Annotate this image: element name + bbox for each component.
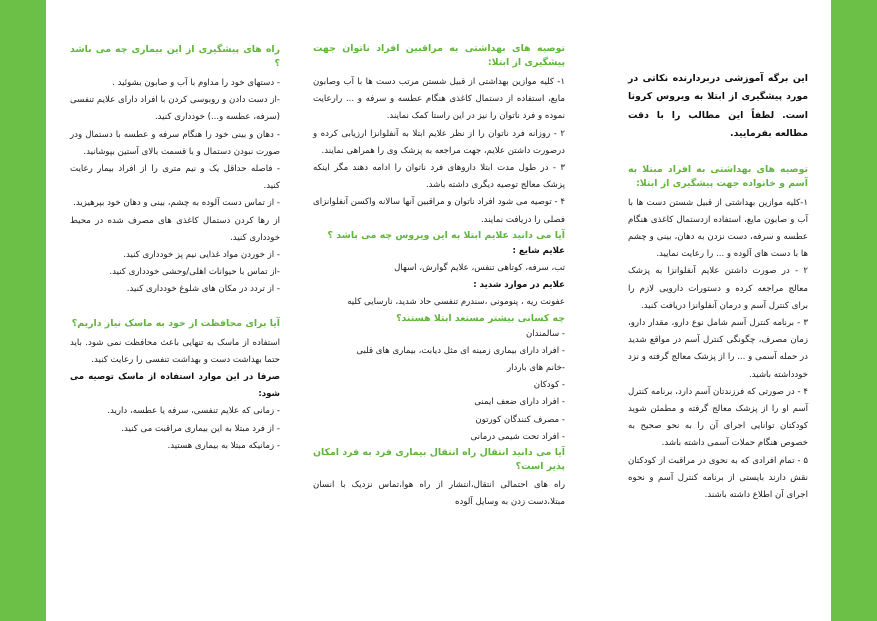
disabled-care-list (313, 74, 565, 229)
list-item: -از دست دادن و روبوسی کردن با افراد دارای علایم تنفسی (سرفه، عطسه و...) خودداری کنید. (70, 95, 280, 123)
list-item: - از خوردن مواد غذایی نیم پز خودداری کنید. (123, 250, 280, 261)
severe-symptoms-label: علایم در موارد شدید : (473, 280, 565, 291)
left-column (70, 43, 280, 621)
list-item: -خانم های باردار (506, 363, 565, 374)
list-item: ۱- کلیه موازین بهداشتی از قبیل شستن مرتب دست ها با آب وصابون مایع، استفاده از دستمال کاغذی هنگام عطسه و سرفه و ... رارعایت نموده و فرد ناتوان را نیز در این راستا کمک نمایند. (313, 77, 565, 122)
list-item: - کودکان (533, 380, 565, 391)
transmission-text: راه های احتمالی انتقال،انتشار از راه هوا،تماس نزدیک با انسان مبتلا،دست زدن به وسایل آلوده (313, 480, 565, 508)
list-item: - از تردد در مکان های شلوغ خودداری کنید. (126, 284, 280, 295)
prevention-heading: راه های پیشگیری از این بیماری چه می باشد ؟ (70, 44, 280, 69)
mask-recommendation: صرفا در این موارد استفاده از ماسک توصیه می شود: (70, 372, 280, 400)
list-item: ۴ - در صورتی که فرزندتان آسم دارد، برنامه کنترل آسم او را از پزشک معالج گرفته و مطمئن شوید کودکتان توانایی اجرای آن را به نحو صحیح به خصوص هنگام حملات آسمی داشته باشد. (628, 386, 808, 449)
list-item: - دهان و بینی خود را هنگام سرفه و عطسه با دستمال ودر صورت نبودن دستمال و با قسمت بالای آستین بپوشانید. (70, 129, 280, 157)
list-item: -از تماس با حیوانات اهلی/وحشی خودداری کنید. (109, 267, 280, 278)
transmission-heading: آیا می دانید انتقال راه انتقال بیماری فرد به فرد امکان پذیر است؟ (313, 447, 565, 473)
list-item: ۳ - برنامه کنترل آسم شامل نوع دارو، مقدار دارو، زمان مصرف، چگونگی کنترل آسم در مواقع شدید در حمله آسمی و ... را از پزشک معالج گرفته و نزد خودداشته باشید. (628, 318, 808, 380)
right-column (628, 70, 808, 621)
list-item: - افراد دارای بیماری زمینه ای مثل دیابت، بیماری های قلبی (356, 345, 565, 356)
list-item: ۳ - در طول مدت ابتلا داروهای فرد ناتوان را ادامه دهند مگر اینکه پزشک معالج توصیه دیگری داشته باشد. (313, 163, 565, 191)
list-item: ۵ - تمام افرادی که به نحوی در مراقبت از کودکتان نقش دارند بایستی از برنامه کنترل آسم و نحوه اجرای آن اطلاع داشته باشند. (628, 455, 808, 501)
asthma-list (628, 195, 808, 505)
list-item: - فاصله حداقل یک و نیم متری را از افراد بیمار رعایت کنید. (70, 164, 280, 192)
list-item: ۲ - روزانه فرد ناتوان را از نظر علایم ابتلا به آنفلوانزا ارزیابی کرده و درصورت داشتن علایم، جهت مراجعه به پزشک وی را همراهی نمایند. (313, 128, 565, 156)
list-item: - زمانیکه مبتلا به بیماری هستید. (167, 440, 280, 451)
risk-groups-list (313, 326, 565, 446)
list-item: - افراد تحت شیمی درمانی (470, 431, 565, 442)
mask-text: استفاده از ماسک به تنهایی باعث محافظت نمی شود. باید حتما بهداشت دست و بهداشت تنفسی را رعایت کنید. (70, 337, 280, 365)
common-symptoms-text: تب، سرفه، کوتاهی تنفس، علایم گوارش، اسهال (394, 263, 565, 274)
list-item: - دستهای خود را مداوم با آب و صابون بشوئید . (112, 78, 280, 88)
list-item: - از فرد مبتلا به این بیماری مراقبت می کنید. (121, 423, 280, 434)
symptoms-heading: آیا می دانید علایم ابتلا به این ویروس چه می باشد ؟ (327, 229, 565, 241)
mask-heading: آیا برای محافظت از خود به ماسک نیاز داریم؟ (71, 317, 280, 329)
brochure-page (46, 0, 831, 621)
list-item: - مصرف کنندگان کورتون (475, 414, 565, 425)
list-item: ۱-کلیه موازین بهداشتی از قبیل شستن دست ها با آب و صابون مایع، استفاده ازدستمال کاغذی هنگام عطسه و سرفه، دست نزدن به دهان، بینی و چشم ها با دست های آلوده و ... را رعایت نمایید. (628, 197, 808, 260)
risk-groups-heading: چه کسانی بیشتر مستعد ابتلا هستند؟ (396, 312, 565, 324)
list-item: - افراد دارای ضعف ایمنی (474, 397, 565, 408)
list-item: - زمانی که علایم تنفسی، سرفه یا عطسه، دارید. (107, 406, 280, 417)
list-item: از رها کردن دستمال کاغذی های مصرف شده در محیط خودداری کنید. (70, 215, 280, 243)
severe-symptoms-text: عفونت ریه ، پنومونی ،سندرم تنفسی حاد شدید، نارسایی کلیه (347, 297, 565, 308)
list-item: ۴ - توصیه می شود افراد ناتوان و مراقبین آنها سالانه واکسن آنفلوانزای فصلی را دریافت نمایند. (313, 197, 565, 225)
middle-column (313, 42, 565, 621)
asthma-heading: توصیه های بهداشتی به افراد مبتلا به آسم و خانواده جهت پیشگیری از ابتلا: (628, 163, 808, 189)
prevention-list (70, 75, 280, 299)
mask-list (70, 403, 280, 455)
intro-text: این برگه آموزشی دربردارنده نکاتی در مورد پیشگیری از ابتلا به ویروس کرونا است. لطفاً این مطالب را با دقت مطالعه بفرمایید. (628, 73, 808, 140)
common-symptoms-label: علایم شایع : (512, 245, 565, 256)
list-item: - سالمندان (525, 328, 565, 339)
disabled-care-heading: توصیه های بهداشتی به مراقبین افراد ناتوان جهت پیشگیری از ابتلا: (313, 43, 565, 68)
list-item: - از تماس دست آلوده به چشم، بینی و دهان خود بپرهیزید. (73, 198, 280, 209)
list-item: ۲ - در صورت داشتن علایم آنفلوانزا به پزشک معالج مراجعه کرده و دستورات دارویی لازم را برای کنترل آسم و درمان آنفلوانزا دریافت کنید. (628, 266, 808, 311)
